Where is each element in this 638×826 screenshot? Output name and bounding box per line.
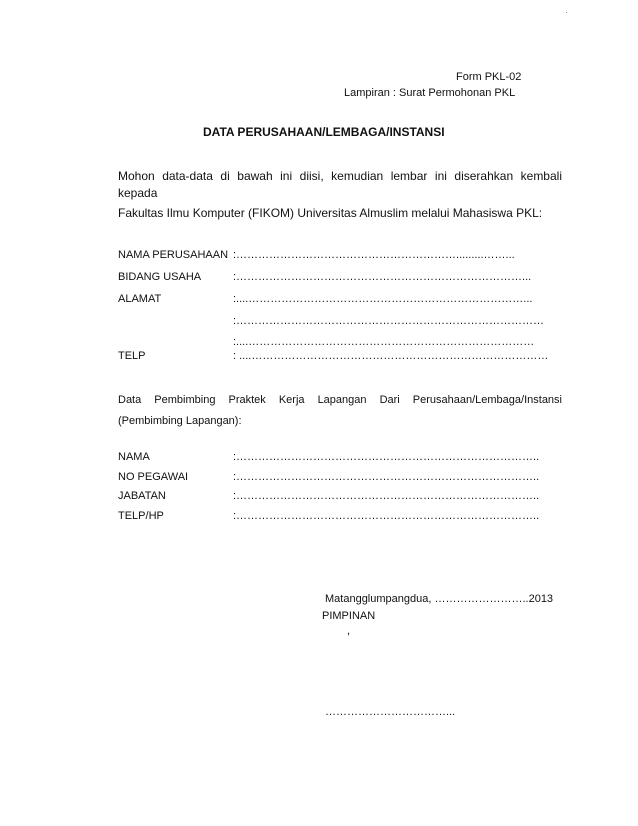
label-business-field: BIDANG USAHA: [118, 271, 202, 283]
place-date: Matangglumpangdua, ……………………..2013: [325, 593, 554, 605]
fill-phone-hp[interactable]: :………………………………………………………………………..: [233, 510, 540, 522]
fill-company-name[interactable]: :…………………………………………………….........……...: [233, 249, 515, 261]
signature-name-line[interactable]: ……………………………...: [325, 706, 456, 718]
label-position: JABATAN: [118, 490, 166, 502]
supervisor-intro-line2: (Pembimbing Lapangan):: [118, 415, 242, 427]
form-code: Form PKL-02: [456, 71, 522, 83]
supervisor-intro-word: Lapangan: [317, 394, 367, 406]
label-supervisor-name: NAMA: [118, 451, 150, 463]
fill-address-1[interactable]: :....…………………………………………………………………...: [233, 293, 533, 305]
supervisor-intro-word: Data: [118, 394, 142, 406]
fill-address-2[interactable]: :…………………………………………………………………………: [233, 315, 545, 327]
fill-business-field[interactable]: :……………………………………………………………………...: [233, 271, 532, 283]
intro-line-faculty: Fakultas Ilmu Komputer (FIKOM) Universitas Almuslim melalui Mahasiswa PKL:: [118, 206, 543, 220]
supervisor-intro-word: Pembimbing: [154, 394, 216, 406]
fill-employee-number[interactable]: :………………………………………………………………………..: [233, 471, 540, 483]
label-company-name: NAMA PERUSAHAAN: [118, 249, 229, 261]
supervisor-intro-word: Praktek: [228, 394, 266, 406]
supervisor-intro-word: Kerja: [278, 394, 305, 406]
label-address: ALAMAT: [118, 293, 162, 305]
supervisor-intro: [118, 394, 562, 406]
fill-position[interactable]: :………………………………………………………………………..: [233, 490, 540, 502]
fill-phone[interactable]: : ....………………………………………………………………………: [233, 350, 549, 362]
supervisor-intro-word: Perusahaan/Lembaga/Instansi: [412, 394, 562, 406]
page-title: DATA PERUSAHAAN/LEMBAGA/INSTANSI: [203, 125, 445, 139]
attachment-note: Lampiran : Surat Permohonan PKL: [344, 87, 516, 99]
label-phone-hp: TELP/HP: [118, 510, 164, 522]
signatory-role: PIMPINAN: [322, 610, 376, 622]
fill-supervisor-name[interactable]: :………………………………………………………………………..: [233, 451, 540, 463]
label-phone: TELP: [118, 350, 146, 362]
fill-address-3[interactable]: :....……………………………………………………………………: [233, 336, 535, 348]
intro-paragraph: Mohon data-data di bawah ini diisi, kemudian lembar ini diserahkan kembali kepada: [118, 169, 562, 200]
supervisor-intro-word: Dari: [379, 394, 400, 406]
stray-mark: [566, 12, 567, 13]
label-employee-number: NO PEGAWAI: [118, 471, 189, 483]
signatory-comma: ,: [347, 625, 351, 637]
